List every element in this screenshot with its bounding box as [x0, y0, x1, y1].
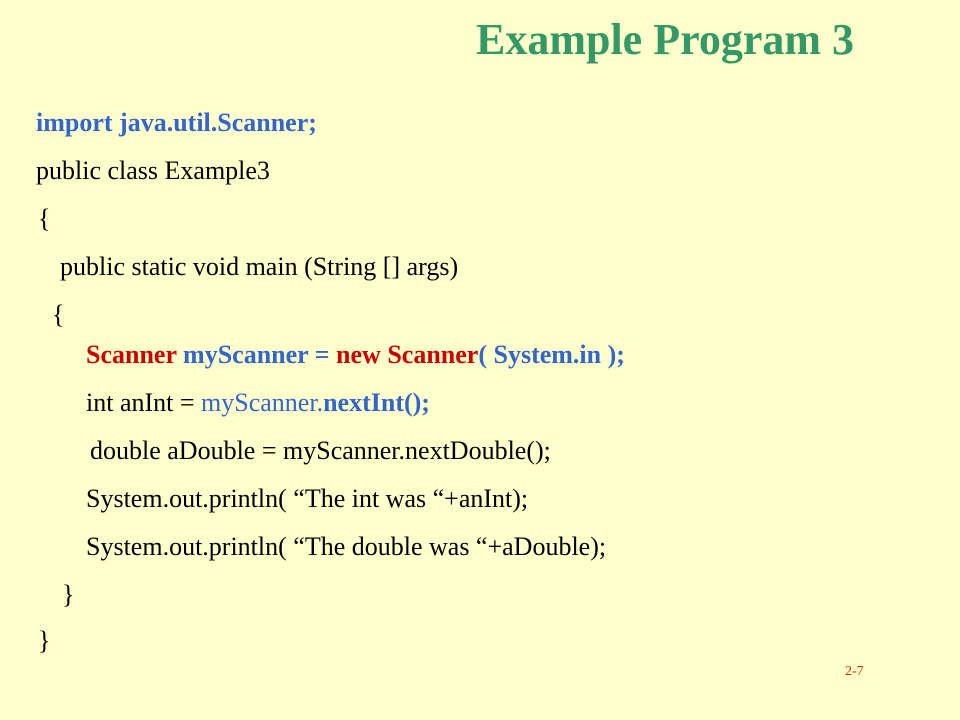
code-line-main-declaration: public static void main (String [] args)	[60, 252, 459, 281]
code-line-scanner-init	[86, 342, 625, 368]
code-line-main-close-brace: }	[62, 580, 75, 609]
code-line-import: import java.util.Scanner;	[36, 108, 317, 137]
code-token-scanner-ctor: Scanner	[380, 340, 479, 369]
code-line-class-declaration: public class Example3	[36, 156, 270, 185]
slide-title: Example Program 3	[475, 15, 855, 64]
code-line-next-double: double aDouble = myScanner.nextDouble();	[90, 436, 551, 465]
code-line-class-open-brace: {	[38, 204, 51, 233]
code-line-print-int: System.out.println( “The int was “+anInt);	[86, 484, 529, 513]
code-token-system-in: ( System.in );	[478, 340, 625, 369]
code-token-scanner-ref: myScanner.	[201, 388, 324, 417]
code-line-print-double: System.out.println( “The double was “+aDouble);	[86, 532, 607, 561]
code-token-int-decl: int anInt =	[86, 388, 202, 417]
page-number: 2-7	[845, 664, 864, 679]
code-line-next-int	[86, 390, 430, 416]
code-line-main-open-brace: {	[52, 300, 65, 329]
code-token-scanner-var: myScanner =	[176, 340, 337, 369]
code-token-scanner-type: Scanner	[86, 340, 177, 369]
code-token-new: new	[336, 340, 381, 369]
code-line-class-close-brace: }	[38, 626, 51, 655]
code-token-next-int: nextInt();	[323, 388, 430, 417]
